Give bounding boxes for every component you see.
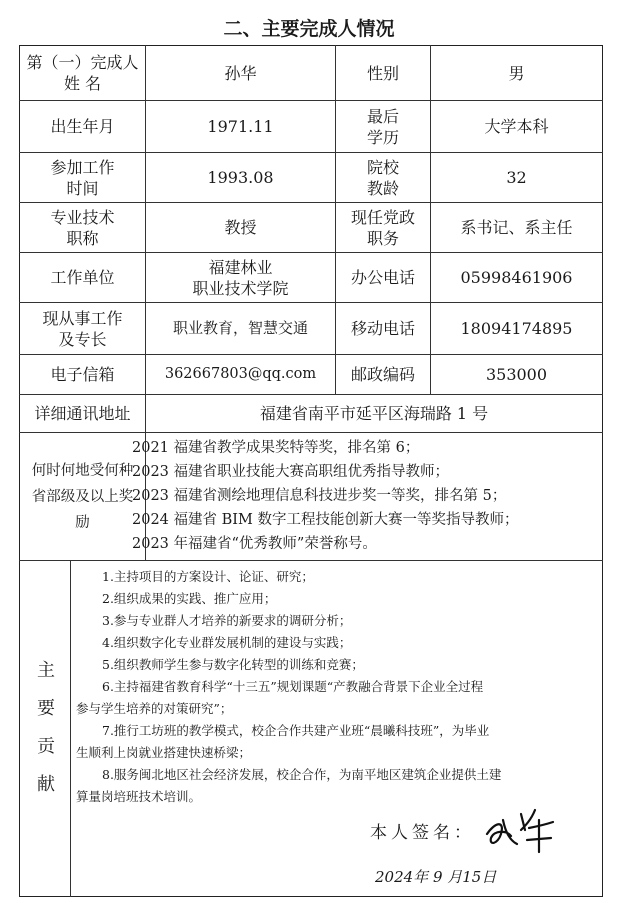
unit-value: 福建林业 职业技术学院 xyxy=(192,257,289,298)
birth-value: 1971.11 xyxy=(207,117,274,136)
contrib-item: 7.推行工坊班的教学模式，校企合作共建产业班“晨曦科技班”，为毕业 xyxy=(102,723,490,738)
contrib-item: 4.组织数字化专业群发展机制的建设与实践； xyxy=(102,635,352,650)
page-title: 二、主要完成人情况 xyxy=(223,18,395,40)
office-phone-value: 05998461906 xyxy=(460,268,573,287)
award-item: 2023 年福建省“优秀教师”荣誉称号。 xyxy=(132,536,377,552)
contrib-item: 5.组织教师学生参与数字化转型的训练和竞赛； xyxy=(102,657,364,672)
mobile-label: 移动电话 xyxy=(350,319,415,338)
work-start-label: 参加工作 时间 xyxy=(50,157,115,198)
contrib-item: 8.服务闽北地区社会经济发展，校企合作，为南平地区建筑企业提供土建 xyxy=(102,767,502,782)
education-value: 大学本科 xyxy=(484,117,549,136)
sign-date: 2024年 9 月15日 xyxy=(375,868,497,886)
position-label: 现任党政 职务 xyxy=(350,207,415,248)
handwritten-signature xyxy=(481,800,561,860)
contrib-item: 参与学生培养的对策研究”； xyxy=(76,701,233,716)
name-label: 姓 名 xyxy=(63,74,102,93)
award-item: 2023 福建省测绘地理信息科技进步奖一等奖，排名第 5； xyxy=(132,488,507,504)
mobile-value: 18094174895 xyxy=(460,319,573,338)
field-label: 现从事工作 及专长 xyxy=(42,308,123,349)
contrib-item: 1.主持项目的方案设计、论证、研究； xyxy=(102,569,314,584)
work-start-value: 1993.08 xyxy=(207,168,274,187)
signature-label: 本人签名： xyxy=(370,823,475,843)
address-value: 福建省南平市延平区海瑞路 1 号 xyxy=(259,404,489,423)
contrib-item: 2.组织成果的实践、推广应用； xyxy=(102,591,277,606)
teach-years-label: 院校 教龄 xyxy=(366,157,399,198)
contrib-item: 3.参与专业群人才培养的新要求的调研分析； xyxy=(102,613,352,628)
unit-label: 工作单位 xyxy=(50,268,115,287)
prof-title-label: 专业技术 职称 xyxy=(50,207,115,248)
postcode-label: 邮政编码 xyxy=(350,365,415,384)
position-value: 系书记、系主任 xyxy=(460,218,573,237)
email-label: 电子信箱 xyxy=(50,365,115,384)
award-item: 2024 福建省 BIM 数字工程技能创新大赛一等奖指导教师； xyxy=(132,512,519,528)
rank-label: 第（一）完成人 xyxy=(26,53,139,72)
office-phone-label: 办公电话 xyxy=(350,268,415,287)
prof-title-value: 教授 xyxy=(224,218,257,237)
contrib-item: 算量岗培班技术培训。 xyxy=(76,789,202,804)
gender-value: 男 xyxy=(508,63,525,83)
name-value: 孙华 xyxy=(224,63,257,83)
email-value: 362667803@qq.com xyxy=(164,366,317,382)
postcode-value: 353000 xyxy=(485,365,548,384)
award-item: 2021 福建省教学成果奖特等奖，排名第 6； xyxy=(132,440,420,456)
address-label: 详细通讯地址 xyxy=(34,404,131,423)
field-value: 职业教育，智慧交通 xyxy=(172,319,308,337)
award-item: 2023 福建省职业技能大赛高职组优秀指导教师； xyxy=(132,464,450,480)
awards-label: 何时何地受何种 省部级及以上奖 励 xyxy=(31,462,134,531)
contrib-label: 主 要 贡 献 xyxy=(37,660,55,795)
contrib-item: 生顺利上岗就业搭建快速桥梁； xyxy=(76,745,252,760)
education-label: 最后 学历 xyxy=(366,106,399,147)
birth-label: 出生年月 xyxy=(50,117,115,136)
teach-years-value: 32 xyxy=(506,168,527,187)
contrib-item: 6.主持福建省教育科学“十三五”规划课题“产教融合背景下企业全过程 xyxy=(102,679,484,694)
gender-label: 性别 xyxy=(366,63,399,83)
